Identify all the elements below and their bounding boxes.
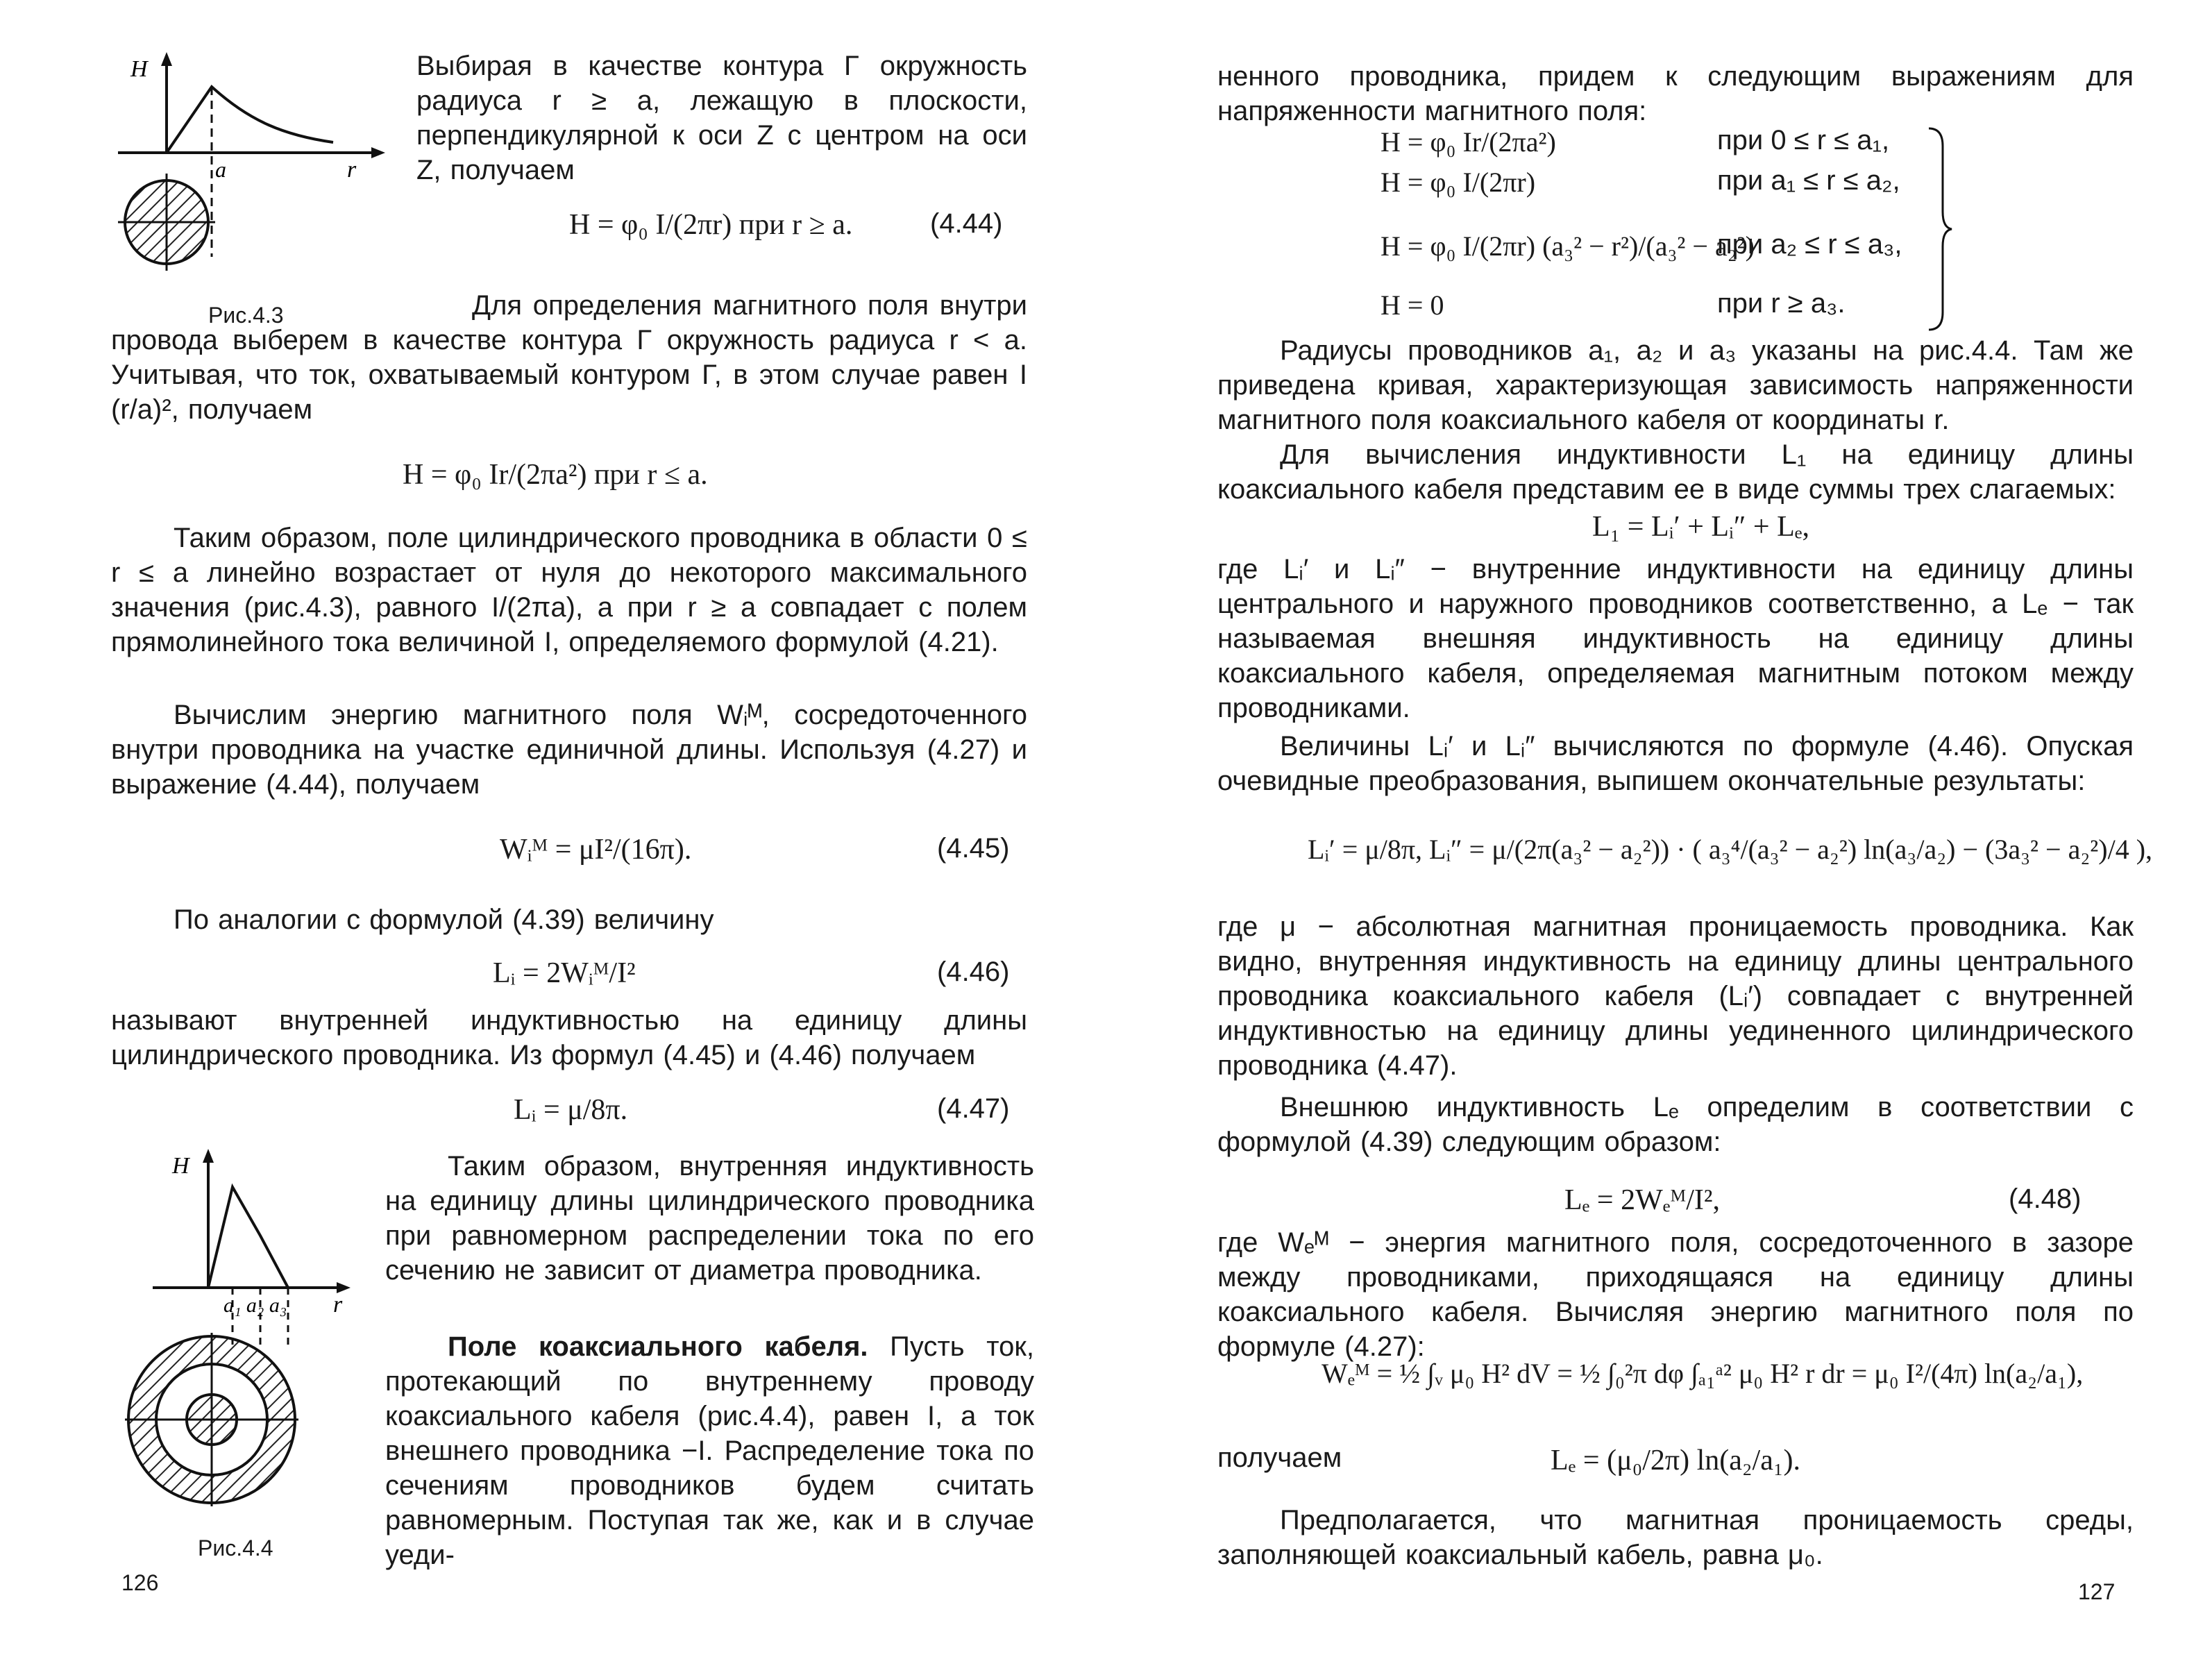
equation-energy: Wₑᴹ = ½ ∫ᵥ μ₀ H² dV = ½ ∫₀²π dφ ∫ₐ₁ᵃ² μ₀ H² r dr = μ₀ I²/(4π) ln(a₂/a₁), (1322, 1358, 2084, 1389)
left-paragraph-4: Вычислим энергию магнитного поля Wᵢᴹ, сосредоточенного внутри проводника на участке единичной длины. Используя (4.27) и выражение (4.44), получаем (111, 700, 1027, 800)
fig43-axis-r: r (347, 157, 357, 183)
figure-4-4 (104, 1145, 396, 1534)
case-2-condition: при a₁ ≤ r ≤ a₂, (1717, 165, 1900, 196)
page-number-right: 127 (2078, 1579, 2116, 1604)
right-paragraph-7: Внешнюю индуктивность Lₑ определим в соответствии с формулой (4.39) следующим образом: (1217, 1092, 2134, 1157)
left-paragraph-8-text: Пусть ток, протекающий по внутреннему проводу коаксиального кабеля (рис.4.4), равен I, а ток внешнего проводника −I. Распределение тока по сечениям проводников будем считать равномерным. Поступая так же, как и в случае уеди- (385, 1331, 1034, 1570)
fig44-axis-r: r (333, 1292, 343, 1318)
case-2-formula: H = φ₀ I/(2πr) (1381, 167, 1536, 198)
left-paragraph-7: Таким образом, внутренняя индуктивность на единицу длины цилиндрического проводника при равномерном распределении тока по его сечению не зависит от диаметра проводника. (385, 1151, 1034, 1286)
equation-4-45: Wᵢᴹ = μI²/(16π). (500, 834, 692, 866)
fig43-axis-h: H (130, 56, 148, 82)
equation-4-44-number: (4.44) (930, 208, 1003, 239)
equation-le: Lₑ = (μ₀/2π) ln(a₂/a₁). (1551, 1445, 1800, 1476)
fig44-caption: Рис.4.4 (198, 1535, 273, 1560)
left-paragraph-6: называют внутренней индуктивностью на единицу длины цилиндрического проводника. Из формул (4.45) и (4.46) получаем (111, 1005, 1027, 1070)
right-paragraph-1: ненного проводника, придем к следующим выражениям для напряженности магнитного поля: (1217, 61, 2134, 126)
section-title-coax: Поле коаксиального кабеля. (448, 1331, 868, 1362)
case-1-formula: H = φ₀ Ir/(2πa²) (1381, 126, 1556, 158)
case-4-condition: при r ≥ a₃. (1717, 288, 1846, 319)
cases-brace (1925, 125, 1953, 333)
fig44-axis-h: H (172, 1153, 189, 1179)
equation-4-46: Lᵢ = 2Wᵢᴹ/I² (493, 957, 636, 989)
right-paragraph-5: Величины Lᵢ′ и Lᵢ″ вычисляются по формуле (4.46). Опуская очевидные преобразования, выпишем окончательные результаты: (1217, 731, 2134, 796)
fig43-mark-a: a (215, 157, 226, 182)
case-3-formula: H = φ₀ I/(2πr) (a₃² − r²)/(a₃² − a₂²) (1381, 230, 1755, 262)
page-number-left: 126 (121, 1570, 159, 1595)
fig43-caption: Рис.4.3 (208, 303, 284, 328)
right-paragraph-4: где Lᵢ′ и Lᵢ″ − внутренние индуктивности на единицу длины центрального и наружного проводников соответственно, а Lₑ − так называемая внешняя индуктивность на единицу длины коаксиального кабеля, определяемая магнитным потоком между проводниками. (1217, 554, 2134, 723)
equation-4-48: Lₑ = 2Wₑᴹ/I², (1564, 1184, 1720, 1216)
left-paragraph-5: По аналогии с формулой (4.39) величину (174, 904, 714, 935)
equation-4-47: Lᵢ = μ/8π. (514, 1094, 628, 1126)
figure-4-3 (104, 49, 396, 298)
case-3-condition: при a₂ ≤ r ≤ a₃, (1717, 229, 1902, 260)
fig44-marks: a₁ a₂ a₃ (223, 1294, 287, 1317)
left-paragraph-8 (385, 1329, 1034, 1572)
left-paragraph-2: Для определения магнитного поля внутри провода выберем в качестве контура Γ окружность радиуса r < a. Учитывая, что ток, охватываемый контуром Γ, в этом случае равен I (r/a)², получаем (111, 290, 1027, 425)
equation-4-47-number: (4.47) (937, 1093, 1010, 1124)
equation-4-44: H = φ₀ I/(2πr) при r ≥ a. (569, 209, 853, 241)
case-4-formula: H = 0 (1381, 289, 1444, 321)
right-paragraph-2: Радиусы проводников a₁, a₂ и a₃ указаны на рис.4.4. Там же приведена кривая, характеризующая зависимость напряженности магнитного поля коаксиального кабеля от координаты r. (1217, 335, 2134, 435)
right-paragraph-8: где Wₑᴹ − энергия магнитного поля, сосредоточенного в зазоре между проводниками, приходящаяся на единицу длины коаксиального кабеля. Вычисляя энергию магнитного поля по формуле (4.27): (1217, 1227, 2134, 1362)
equation-4-48-number: (4.48) (2009, 1184, 2082, 1214)
right-paragraph-3: Для вычисления индуктивности L₁ на единицу длины коаксиального кабеля представим ее в виде суммы трех слагаемых: (1217, 439, 2134, 505)
left-paragraph-3: Таким образом, поле цилиндрического проводника в области 0 ≤ r ≤ a линейно возрастает от нуля до некоторого максимального значения (рис.4.3), равного I/(2πa), а при r ≥ a совпадает с полем прямолинейного тока величиной I, определяемого формулой (4.21). (111, 523, 1027, 657)
right-page (1106, 0, 2212, 1666)
right-paragraph-6: где μ − абсолютная магнитная проницаемость проводника. Как видно, внутренняя индуктивность на единицу длины центрального проводника коаксиального кабеля (Lᵢ′) совпадает с внутренней индуктивностью на единицу длины уединенного цилиндрического проводника (4.47). (1217, 911, 2134, 1081)
equation-inside: H = φ₀ Ir/(2πa²) при r ≤ a. (403, 459, 708, 491)
equation-sum: L₁ = Lᵢ′ + Lᵢ″ + Lₑ, (1592, 511, 1810, 543)
equation-results: Lᵢ′ = μ/8π, Lᵢ″ = μ/(2π(a₃² − a₂²)) · ( a₃⁴/(a₃² − a₂²) ln(a₃/a₂) − (3a₃² − a₂²)/4 ), (1308, 834, 2153, 865)
right-label-poluchaem: получаем (1217, 1442, 1342, 1473)
case-1-condition: при 0 ≤ r ≤ a₁, (1717, 125, 1890, 155)
left-paragraph-1: Выбирая в качестве контура Γ окружность радиуса r ≥ a, лежащую в плоскости, перпендикулярной к оси Z с центром на оси Z, получаем (416, 51, 1027, 185)
equation-4-45-number: (4.45) (937, 833, 1010, 864)
right-paragraph-10: Предполагается, что магнитная проницаемость среды, заполняющей коаксиальный кабель, равна μ₀. (1217, 1505, 2134, 1570)
equation-4-46-number: (4.46) (937, 957, 1010, 987)
